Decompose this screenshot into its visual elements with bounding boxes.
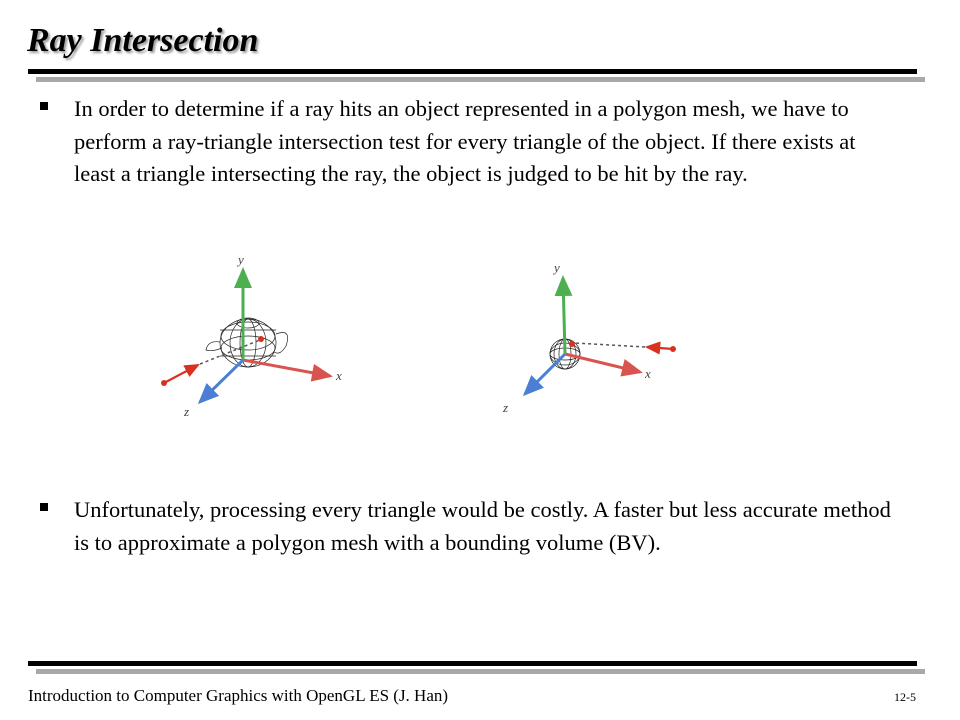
axis-y-label: y xyxy=(554,260,560,275)
axis-x-label: x xyxy=(336,368,342,383)
axis-z-label: z xyxy=(503,400,509,415)
bullet-marker xyxy=(40,503,48,511)
ray-line xyxy=(164,365,198,383)
axis-y-line xyxy=(563,278,565,354)
bullet-marker xyxy=(40,102,48,110)
bullet-item xyxy=(40,93,900,191)
axis-z-line xyxy=(525,354,565,394)
axis-z-label: z xyxy=(184,404,190,419)
figure-bounding-sphere-ray xyxy=(495,250,695,425)
slide-title: Ray Intersection xyxy=(27,22,259,59)
figure-teapot-ray xyxy=(150,248,365,428)
bullet-item xyxy=(40,494,900,559)
ray-dashed-extension xyxy=(575,343,645,347)
ray-line xyxy=(647,347,673,349)
footer-text: Introduction to Computer Graphics with OpenGL ES (J. Han) xyxy=(28,686,449,705)
footer-rule-black xyxy=(28,661,917,666)
title-rule-black xyxy=(28,69,917,74)
axis-z-line xyxy=(200,360,243,402)
axis-y-label: y xyxy=(238,252,244,267)
bullet-text: Unfortunately, processing every triangle would be costly. A faster but less accurate method is to approximate a polygon mesh with a bounding volume (BV). xyxy=(74,497,891,555)
title-rule-gray xyxy=(36,77,925,82)
footer-rule-gray xyxy=(36,669,925,674)
axis-x-label: x xyxy=(645,366,651,381)
page-number: 12-5 xyxy=(894,690,916,704)
axis-x-line xyxy=(565,354,640,372)
bullet-text: In order to determine if a ray hits an object represented in a polygon mesh, we have to perform a ray-triangle intersection test for every triangle of the object. If there exists at least a triangle intersecting the ray, the object is judged to be hit by the ray. xyxy=(74,96,856,186)
ray-hit-point xyxy=(258,336,264,342)
ray-hit-point xyxy=(569,341,575,347)
axis-x-line xyxy=(243,360,330,376)
